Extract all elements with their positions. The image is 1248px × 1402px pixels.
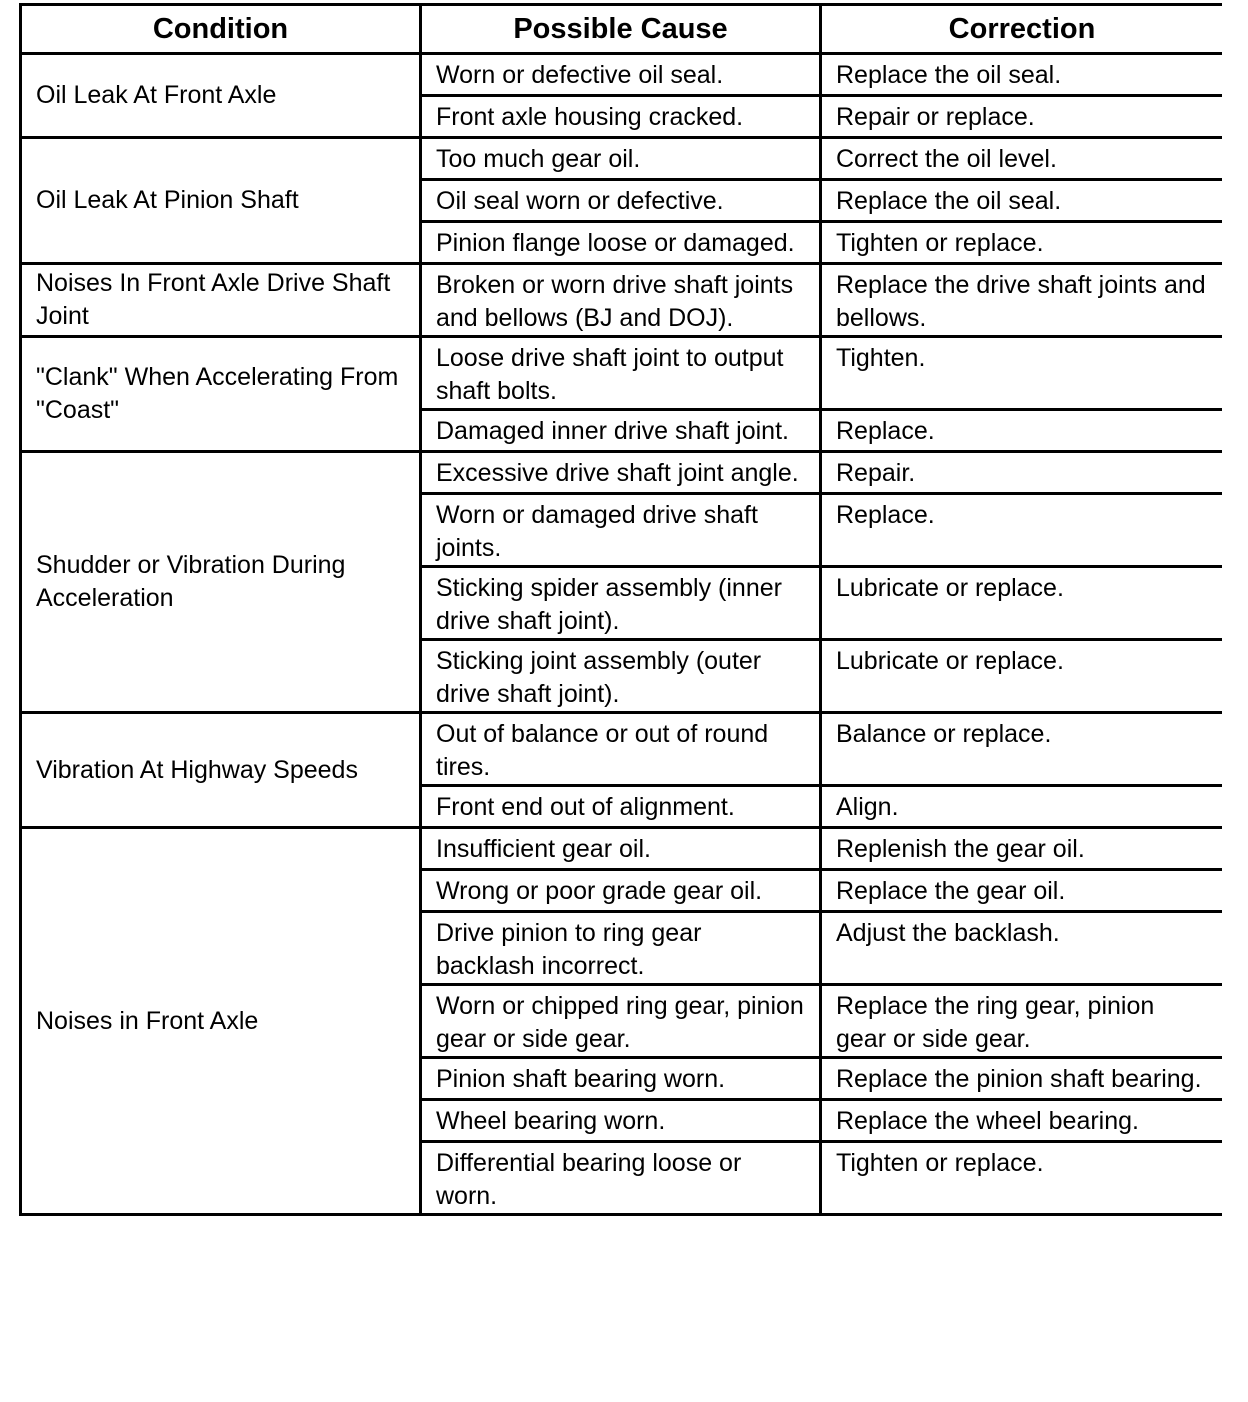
header-possible-cause: Possible Cause — [421, 5, 821, 54]
correction-cell: Correct the oil level. — [821, 138, 1223, 180]
possible-cause-cell: Front end out of alignment. — [421, 786, 821, 828]
correction-cell: Replace the drive shaft joints and bellows. — [821, 264, 1223, 337]
possible-cause-cell: Pinion flange loose or damaged. — [421, 222, 821, 264]
correction-cell: Replace the gear oil. — [821, 870, 1223, 912]
header-row — [21, 5, 1223, 54]
possible-cause-cell: Excessive drive shaft joint angle. — [421, 452, 821, 494]
possible-cause-cell: Insufficient gear oil. — [421, 828, 821, 870]
possible-cause-cell: Differential bearing loose or worn. — [421, 1142, 821, 1215]
correction-cell: Balance or replace. — [821, 713, 1223, 786]
correction-cell: Align. — [821, 786, 1223, 828]
header-condition: Condition — [21, 5, 421, 54]
possible-cause-cell: Out of balance or out of round tires. — [421, 713, 821, 786]
condition-cell: Oil Leak At Pinion Shaft — [21, 138, 421, 264]
header-correction: Correction — [821, 5, 1223, 54]
possible-cause-cell: Wheel bearing worn. — [421, 1100, 821, 1142]
correction-cell: Tighten or replace. — [821, 1142, 1223, 1215]
table-body — [21, 54, 1223, 1215]
correction-cell: Replace the oil seal. — [821, 54, 1223, 96]
table-row — [21, 54, 1223, 96]
table-row — [21, 138, 1223, 180]
correction-cell: Tighten. — [821, 337, 1223, 410]
possible-cause-cell: Too much gear oil. — [421, 138, 821, 180]
possible-cause-cell: Sticking joint assembly (outer drive shaft joint). — [421, 640, 821, 713]
condition-cell: Oil Leak At Front Axle — [21, 54, 421, 138]
possible-cause-cell: Broken or worn drive shaft joints and bellows (BJ and DOJ). — [421, 264, 821, 337]
possible-cause-cell: Loose drive shaft joint to output shaft bolts. — [421, 337, 821, 410]
table-row — [21, 452, 1223, 494]
possible-cause-cell: Worn or damaged drive shaft joints. — [421, 494, 821, 567]
correction-cell: Replace the ring gear, pinion gear or side gear. — [821, 985, 1223, 1058]
table-row — [21, 264, 1223, 337]
troubleshooting-table — [19, 3, 1222, 1216]
condition-cell: Noises In Front Axle Drive Shaft Joint — [21, 264, 421, 337]
possible-cause-cell: Drive pinion to ring gear backlash incorrect. — [421, 912, 821, 985]
troubleshooting-sheet — [19, 3, 1222, 1386]
table-header — [21, 5, 1223, 54]
correction-cell: Replenish the gear oil. — [821, 828, 1223, 870]
correction-cell: Replace the wheel bearing. — [821, 1100, 1223, 1142]
possible-cause-cell: Damaged inner drive shaft joint. — [421, 410, 821, 452]
correction-cell: Repair or replace. — [821, 96, 1223, 138]
possible-cause-cell: Wrong or poor grade gear oil. — [421, 870, 821, 912]
correction-cell: Replace the pinion shaft bearing. — [821, 1058, 1223, 1100]
correction-cell: Tighten or replace. — [821, 222, 1223, 264]
table-row — [21, 713, 1223, 786]
correction-cell: Repair. — [821, 452, 1223, 494]
correction-cell: Adjust the backlash. — [821, 912, 1223, 985]
correction-cell: Replace the oil seal. — [821, 180, 1223, 222]
possible-cause-cell: Sticking spider assembly (inner drive shaft joint). — [421, 567, 821, 640]
correction-cell: Lubricate or replace. — [821, 567, 1223, 640]
table-row — [21, 337, 1223, 410]
possible-cause-cell: Front axle housing cracked. — [421, 96, 821, 138]
possible-cause-cell: Pinion shaft bearing worn. — [421, 1058, 821, 1100]
table-row — [21, 828, 1223, 870]
condition-cell: Noises in Front Axle — [21, 828, 421, 1215]
possible-cause-cell: Oil seal worn or defective. — [421, 180, 821, 222]
correction-cell: Replace. — [821, 410, 1223, 452]
condition-cell: Vibration At Highway Speeds — [21, 713, 421, 828]
correction-cell: Lubricate or replace. — [821, 640, 1223, 713]
correction-cell: Replace. — [821, 494, 1223, 567]
possible-cause-cell: Worn or defective oil seal. — [421, 54, 821, 96]
condition-cell: Shudder or Vibration During Acceleration — [21, 452, 421, 713]
condition-cell: "Clank" When Accelerating From "Coast" — [21, 337, 421, 452]
possible-cause-cell: Worn or chipped ring gear, pinion gear or side gear. — [421, 985, 821, 1058]
